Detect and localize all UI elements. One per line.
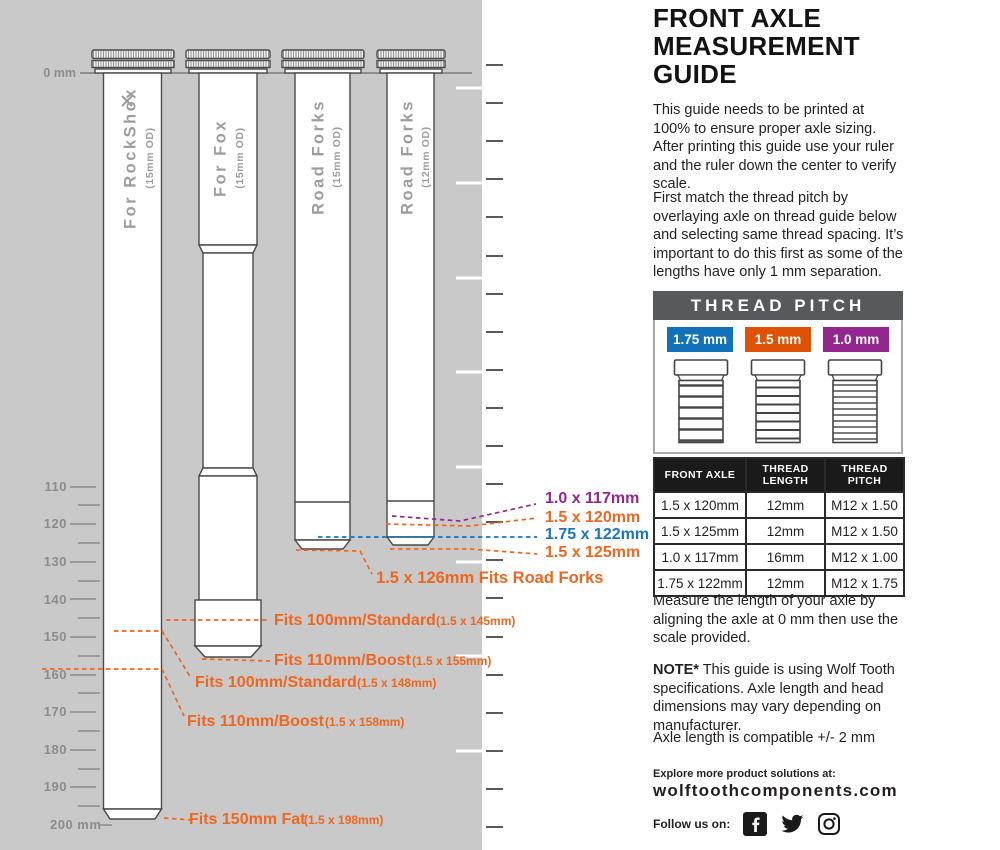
note-text: This guide is using Wolf Tooth specifications. Axle length and head dimensions may vary depending on manufacturer. xyxy=(653,662,895,734)
compatibility-paragraph: Axle length is compatible +/- 2 mm xyxy=(653,730,876,746)
callout-145-sub: (1.5 x 145mm) xyxy=(436,614,516,628)
axle-roadforks-15-od: (15mm OD) xyxy=(330,126,343,188)
thread-illustrations xyxy=(655,358,901,446)
chip-1-5mm: 1.5 mm xyxy=(745,327,811,352)
callout-158: Fits 110mm/Boost xyxy=(187,713,324,730)
table-row: 1.75 x 122mm 12mm M12 x 1.75 xyxy=(654,570,904,596)
ruler-mark: 180 xyxy=(43,742,67,757)
ruler-mark: 150 xyxy=(43,629,67,644)
chip-1-0mm: 1.0 mm xyxy=(823,327,889,352)
table-row: 1.5 x 120mm 12mm M12 x 1.50 xyxy=(654,492,904,518)
intro-paragraph: This guide needs to be printed at 100% to ensure proper axle sizing. After printing this guide use your ruler and the ruler down the center to verify scale. xyxy=(653,102,897,192)
callout-198: Fits 150mm Fat xyxy=(189,811,306,828)
thread-pitch-box xyxy=(653,320,903,454)
table-row: 1.0 x 117mm 16mm M12 x 1.00 xyxy=(654,544,904,570)
col-thread-length: THREAD LENGTH xyxy=(746,458,825,492)
axle-spec-table xyxy=(653,457,905,597)
instagram-icon[interactable] xyxy=(817,812,841,836)
callout-158-sub: (1.5 x 158mm) xyxy=(325,715,405,729)
ruler-mark: 160 xyxy=(43,667,67,682)
thread-match-paragraph: First match the thread pitch by overlaying axle on thread guide below and selecting same thread spacing. It’s important to do this first as some of the lengths have only 1 mm separation. xyxy=(653,190,904,280)
ruler-mark: 130 xyxy=(43,554,67,569)
callout-155-sub: (1.5 x 155mm) xyxy=(412,654,492,668)
axle-rockshox-label: For RockShox xyxy=(121,87,140,229)
axle-fox-od: (15mm OD) xyxy=(233,127,246,189)
callout-148-sub: (1.5 x 148mm) xyxy=(357,676,437,690)
page-title-line: MEASUREMENT xyxy=(653,31,860,61)
thread-pitch-title: THREAD PITCH xyxy=(653,291,903,320)
explore-text: Explore more product solutions at: xyxy=(653,768,836,780)
ruler-mark: 140 xyxy=(43,592,67,607)
axle-roadforks-12-od: (12mm OD) xyxy=(419,126,432,188)
table-row: 1.5 x 125mm 12mm M12 x 1.50 xyxy=(654,518,904,544)
callout-122: 1.75 x 122mm xyxy=(545,526,650,543)
callout-198-sub: (1.5 x 198mm) xyxy=(304,813,384,827)
col-thread-pitch: THREAD PITCH xyxy=(825,458,904,492)
chip-1-75mm: 1.75 mm xyxy=(667,327,733,352)
thread-bolt-1-75-icon xyxy=(668,358,734,446)
callout-145: Fits 100mm/Standard xyxy=(274,612,436,629)
center-ruler-mm-ticks xyxy=(486,65,503,827)
col-front-axle: FRONT AXLE xyxy=(654,458,746,492)
axle-roadforks-12-label: Road Forks xyxy=(398,99,417,215)
callout-125: 1.5 x 125mm xyxy=(545,544,641,561)
page-title-line: FRONT AXLE xyxy=(653,3,822,33)
ruler-zero-label: 0 mm xyxy=(43,66,76,80)
twitter-icon[interactable] xyxy=(780,812,804,836)
thread-bolt-1-0-icon xyxy=(822,358,888,446)
thread-bolt-1-5-icon xyxy=(745,358,811,446)
note-label: NOTE* xyxy=(653,662,699,678)
website-link[interactable]: wolftoothcomponents.com xyxy=(653,781,898,800)
callout-148: Fits 100mm/Standard xyxy=(195,674,357,691)
thread-pitch-chips xyxy=(655,327,901,352)
axle-rockshox-od: (15mm OD) xyxy=(143,127,156,189)
axle-roadforks-15-label: Road Forks xyxy=(309,99,328,215)
callout-126: 1.5 x 126mm Fits Road Forks xyxy=(376,569,604,587)
thread-pitch-section xyxy=(653,291,903,597)
table-header-row xyxy=(654,458,904,492)
measure-paragraph: Measure the length of your axle by aligning the axle at 0 mm then use the scale provided. xyxy=(653,593,899,646)
social-row xyxy=(653,812,905,836)
page-title-line: GUIDE xyxy=(653,59,737,89)
ruler-mark: 120 xyxy=(43,516,67,531)
axle-fox-label: For Fox xyxy=(211,119,230,197)
page-title xyxy=(653,4,905,88)
callout-120: 1.5 x 120mm xyxy=(545,509,641,526)
info-panel xyxy=(653,0,905,850)
ruler-mark: 190 xyxy=(43,779,67,794)
note-paragraph xyxy=(653,661,905,735)
ruler-mark: 110 xyxy=(44,479,67,494)
follow-label: Follow us on: xyxy=(653,817,731,831)
ruler-end-label: 200 mm xyxy=(50,817,102,832)
callout-117: 1.0 x 117mm xyxy=(545,490,640,507)
facebook-icon[interactable] xyxy=(743,812,767,836)
ruler-mark: 170 xyxy=(43,704,67,719)
callout-155: Fits 110mm/Boost xyxy=(274,652,411,669)
